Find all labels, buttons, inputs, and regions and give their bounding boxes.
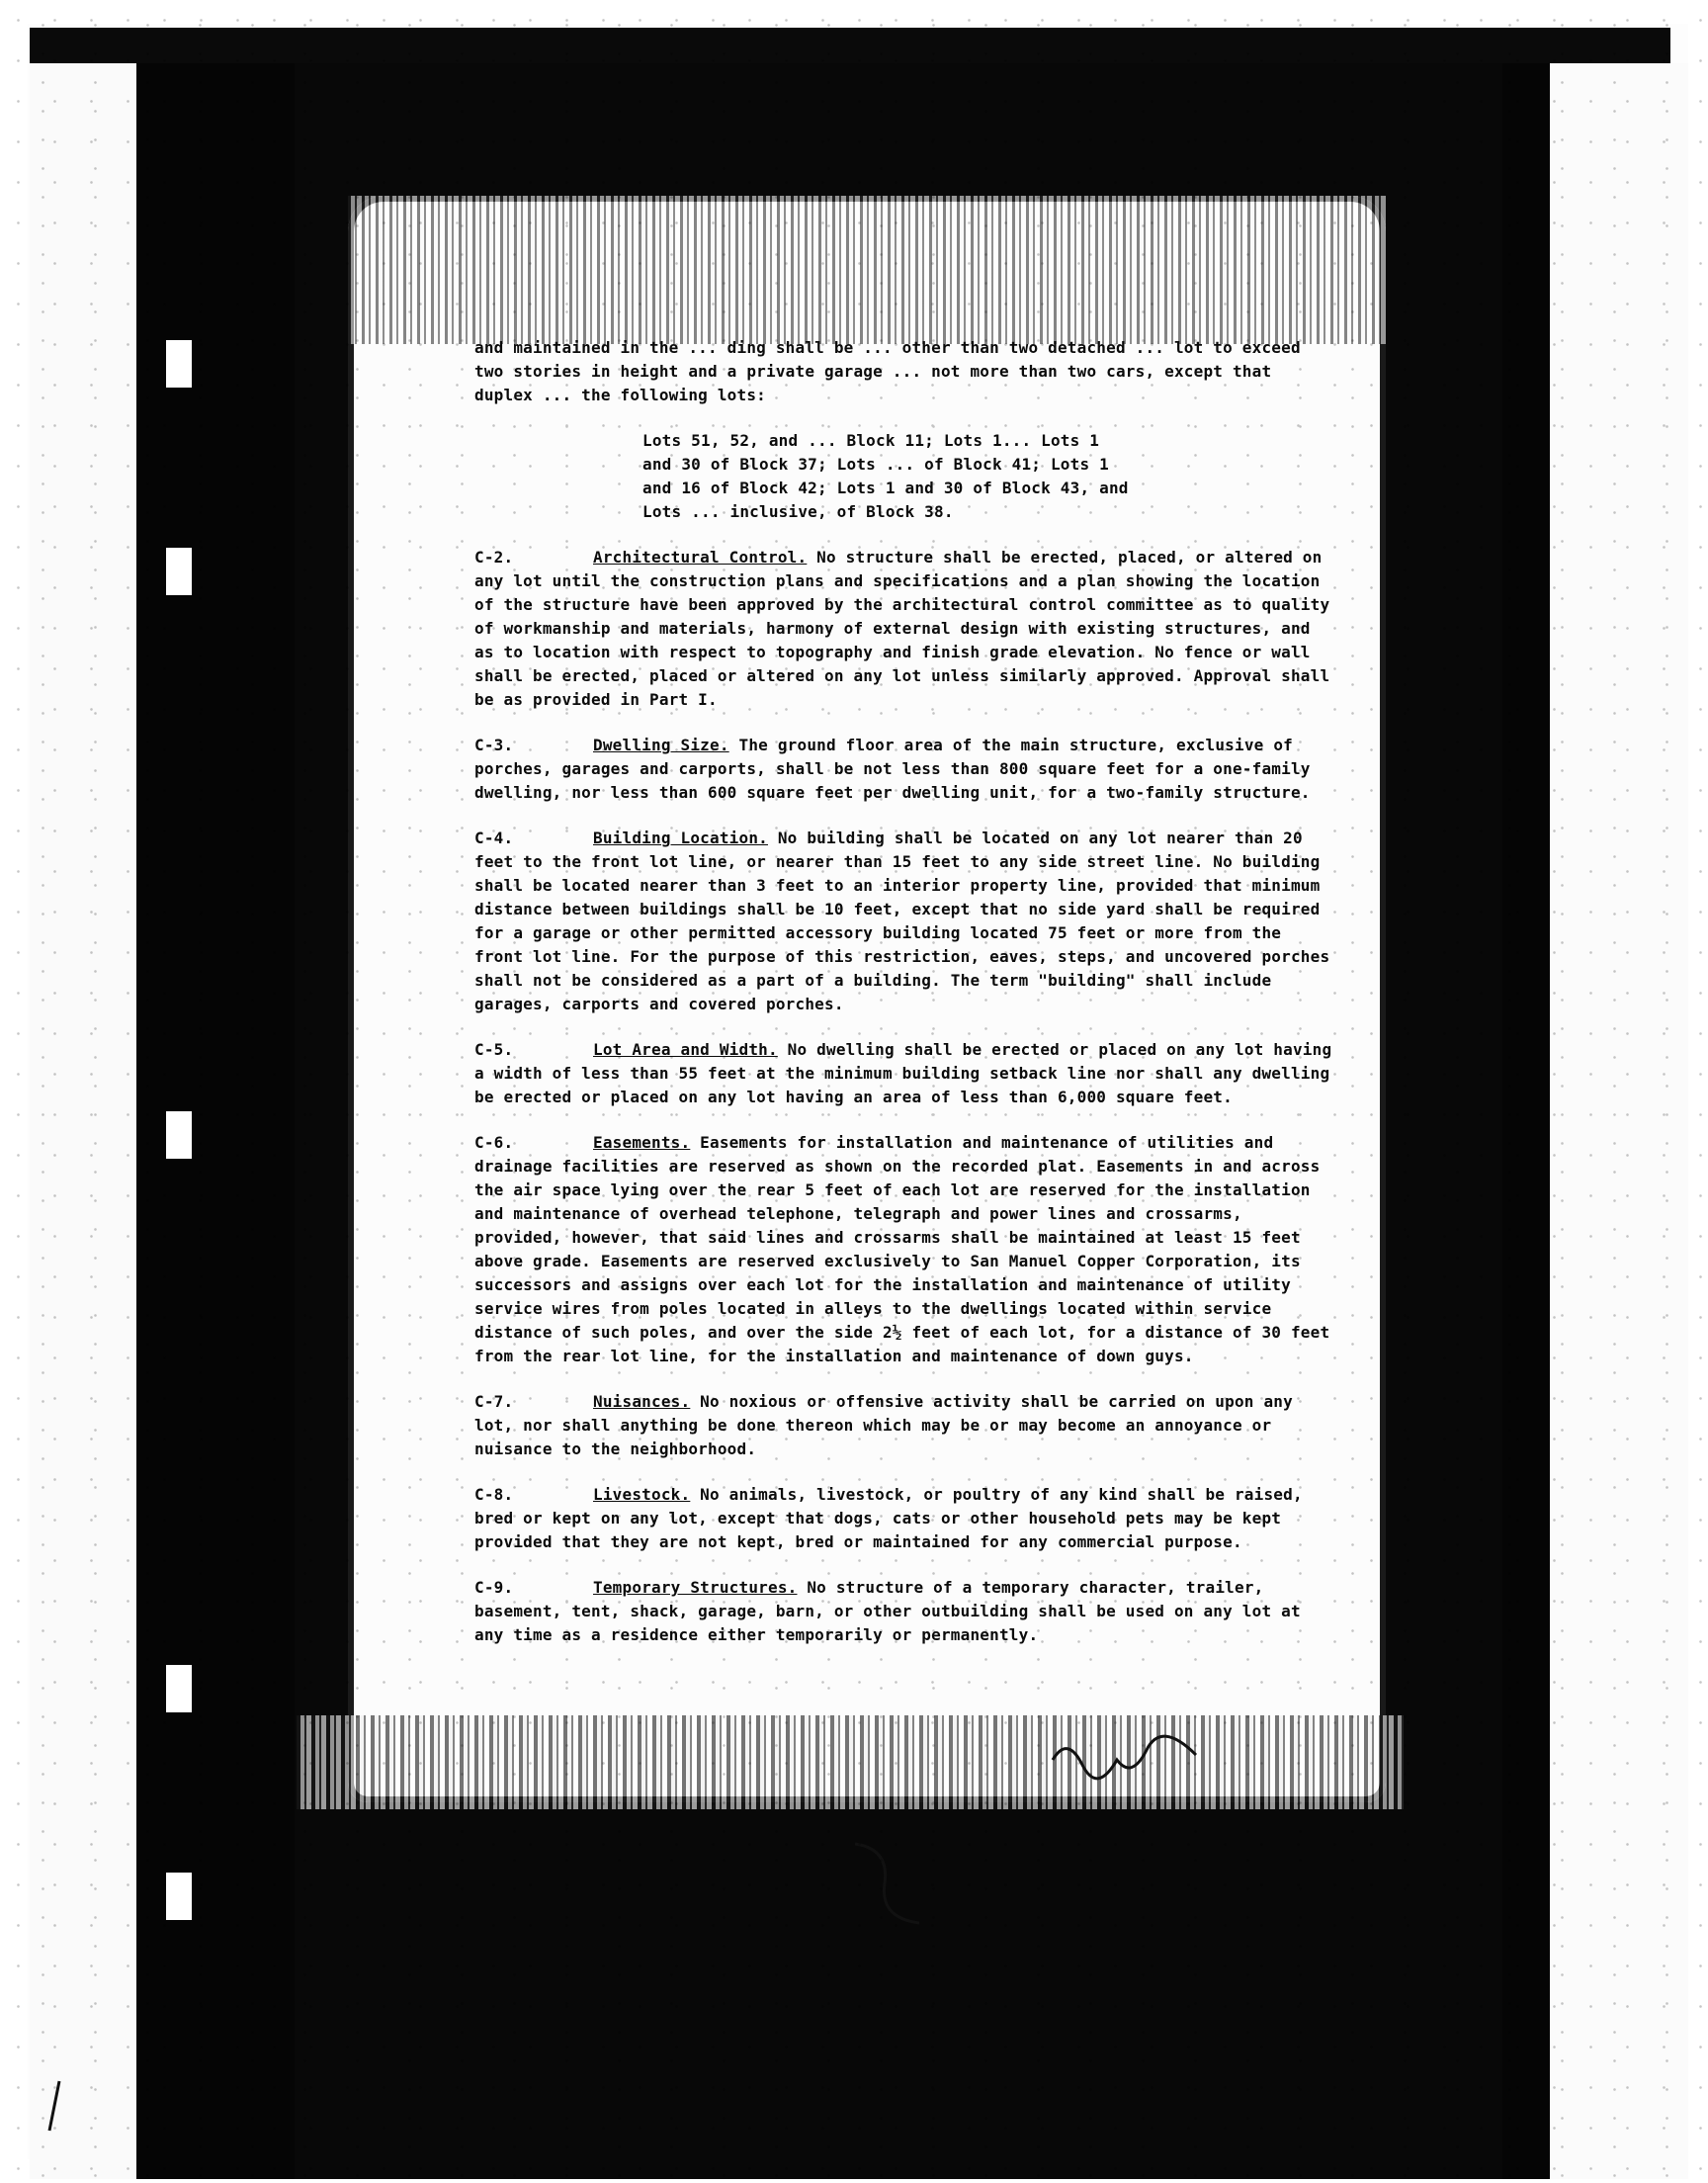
- section-title: Temporary Structures.: [593, 1578, 798, 1597]
- section-body: No structure of a temporary character, trailer, basement, tent, shack, garage, barn, or other outbuilding shall be used on any lot at any time as a residence either temporarily or permanently.: [474, 1578, 1301, 1644]
- section-number: C-6.: [474, 1133, 514, 1152]
- section-body: No noxious or offensive activity shall be carried on upon any lot, nor shall anything be done thereon which may be or may become an annoyance or nuisance to the neighborhood.: [474, 1392, 1293, 1458]
- section-number: C-5.: [474, 1040, 514, 1059]
- sprocket-hole: [166, 1665, 192, 1712]
- section-number: C-3.: [474, 736, 514, 754]
- section-title: Building Location.: [593, 829, 768, 847]
- section-title: Architectural Control.: [593, 548, 808, 567]
- section-c6: [474, 1131, 1334, 1368]
- section-body: The ground floor area of the main structure, exclusive of porches, garages and carports, shall be not less than 800 square feet for a one-family dwelling, nor less than 600 square feet per dwelling unit, for a two-family structure.: [474, 736, 1311, 802]
- right-margin: [1550, 63, 1688, 2179]
- section-number: C-2.: [474, 548, 514, 567]
- section-title: Livestock.: [593, 1485, 691, 1504]
- section-c3: [474, 734, 1334, 805]
- sprocket-hole: [166, 1111, 192, 1159]
- section-number: C-9.: [474, 1578, 514, 1597]
- film-top-edge: [30, 28, 1670, 63]
- section-number: C-8.: [474, 1485, 514, 1504]
- degraded-bottom-edge: [297, 1715, 1404, 1809]
- left-margin: [30, 63, 136, 2179]
- section-number: C-7.: [474, 1392, 514, 1411]
- degraded-top-edge: [348, 196, 1386, 344]
- section-body: No animals, livestock, or poultry of any kind shall be raised, bred or kept on any lot, except that dogs, cats or other household pets may be kept provided that they are not kept, bred or maintained for any commercial purpose.: [474, 1485, 1303, 1551]
- section-c9: [474, 1576, 1334, 1647]
- section-c4: [474, 827, 1334, 1016]
- document-body: [474, 336, 1334, 1669]
- section-title: Lot Area and Width.: [593, 1040, 778, 1059]
- section-body: No building shall be located on any lot nearer than 20 feet to the front lot line, or nearer than 15 feet to any side street line. No building shall be located nearer than 3 feet to an interior property line, provided that minimum distance between buildings shall be 10 feet, except that no side yard shall be required for a garage or other permitted accessory building located 75 feet or more from the front lot line. For the purpose of this restriction, eaves, steps, and uncovered porches shall not be considered as a part of a building. The term "building" shall include garages, carports and covered porches.: [474, 829, 1330, 1013]
- section-title: Dwelling Size.: [593, 736, 729, 754]
- section-title: Easements.: [593, 1133, 691, 1152]
- section-body: No structure shall be erected, placed, or altered on any lot until the construction plans and specifications and a plan showing the location of the structure have been approved by the architectural control committee as to quality of workmanship and materials, harmony of external design with existing structures, and as to location with respect to topography and finish grade elevation. No fence or wall shall be erected, placed or altered on any lot unless similarly approved. Approval shall be as provided in Part I.: [474, 548, 1330, 709]
- section-c5: [474, 1038, 1334, 1109]
- section-body: Easements for installation and maintenance of utilities and drainage facilities are reserved as shown on the recorded plat. Easements in and across the air space lying over the rear 5 feet of each lot are reserved for the installation and maintenance of overhead telephone, telegraph and power lines and crossarms, provided, however, that said lines and crossarms shall be maintained at least 15 feet above grade. Easements are reserved exclusively to San Manuel Copper Corporation, its successors and assigns over each lot for the installation and maintenance of utility service wires from poles located in alleys to the dwellings located within service distance of such poles, and over the side 2½ feet of each lot, for a distance of 30 feet from the rear lot line, for the installation and maintenance of down guys.: [474, 1133, 1330, 1365]
- section-title: Nuisances.: [593, 1392, 691, 1411]
- section-number: C-4.: [474, 829, 514, 847]
- sprocket-hole: [166, 340, 192, 388]
- section-body: No dwelling shall be erected or placed on any lot having a width of less than 55 feet at the minimum building setback line nor shall any dwelling be erected or placed on any lot having an area of less than 6,000 square feet.: [474, 1040, 1332, 1106]
- section-c8: [474, 1483, 1334, 1554]
- excepted-lots-list: Lots 51, 52, and ... Block 11; Lots 1... Lots 1 and 30 of Block 37; Lots ... of Block 41; Lots 1 and 16 of Block 42; Lots 1 and 30 of Block 43, and Lots ... inclusive, of Block 38.: [642, 431, 1129, 521]
- sprocket-hole: [166, 548, 192, 595]
- intro-paragraph: and maintained in the ... ding shall be ... other than two detached ... lot to exceed two stories in height and a private garage ... not more than two cars, except that duplex ... the following lots:: [474, 338, 1301, 404]
- film-strip-left: [136, 63, 295, 2179]
- sprocket-hole: [166, 1873, 192, 1920]
- section-c7: [474, 1390, 1334, 1461]
- section-c2: [474, 546, 1334, 712]
